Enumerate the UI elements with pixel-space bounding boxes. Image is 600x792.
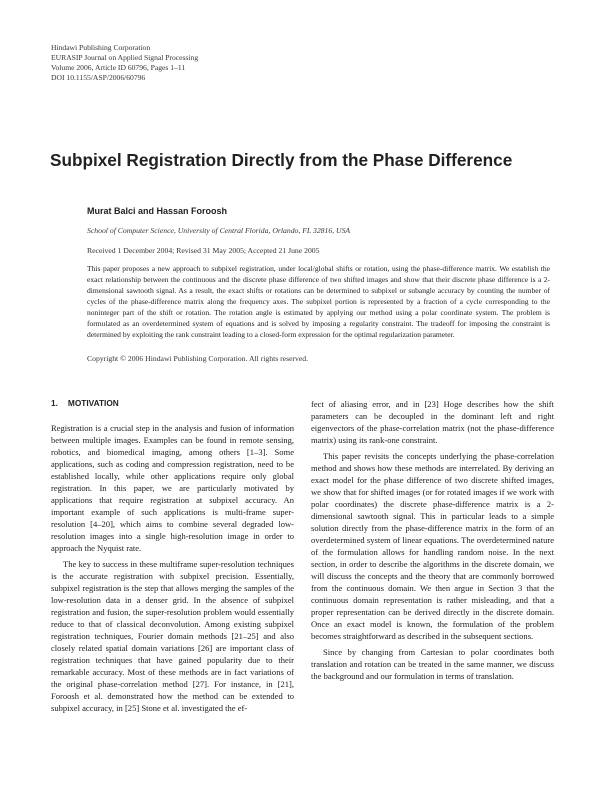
section-heading — [51, 398, 119, 408]
right-column — [311, 398, 554, 686]
paragraph: This paper revisits the concepts underlying the phase-correlation method and shows how these methods are interrelated. By deriving an exact model for the phase difference of two discrete shifted images, we show that for shifted images (or for rotated images if we work with polar coordinates) the discrete phase-difference matrix is a 2-dimensional sawtooth signal. This in particular leads to a simple solution directly from the phase-difference matrix in the form of an overdetermined system of linear equations. The overdetermined nature of the formulation allows for handling random noise. In the next section, in order to describe the algorithms in the discrete domain, we will discuss the concepts and the theory that are commonly borrowed from the continuous domain. We then argue in Section 3 that the continuous domain representation is rather misleading, and that a proper representation can be derived directly in the discrete domain. Once an exact model is known, the formulation of the problem becomes straightforward as described in the subsequent sections. — [311, 451, 554, 641]
left-column — [51, 422, 294, 718]
section-number: 1. — [51, 398, 58, 408]
paragraph: Since by changing from Cartesian to polar coordinates both translation and rotation can be treated in the same manner, we discuss the background and our formulation in terms of translation. — [311, 647, 554, 681]
received-dates: Received 1 December 2004; Revised 31 May 2005; Accepted 21 June 2005 — [87, 246, 320, 255]
affiliation: School of Computer Science, University of Central Florida, Orlando, FL 32816, USA — [87, 226, 351, 235]
paragraph: Registration is a crucial step in the analysis and fusion of information between multiple images. Examples can be found in remote sensing, robotics, and biomedical imaging, among others [1–3]. Some applications, such as coding and compression registration, need to be established locally, while other applications require only global registration. In this paper, we are particularly motivated by applications that require registration at subpixel accuracy. An important example of such applications is multi-frame super-resolution [4–20], which aims to combine several degraded low-resolution images into a single high-resolution image in order to approach the Nyquist rate. — [51, 423, 294, 553]
publisher-line: Hindawi Publishing Corporation — [51, 43, 151, 52]
authors: Murat Balci and Hassan Foroosh — [87, 206, 228, 216]
abstract: This paper proposes a new approach to subpixel registration, under local/global shifts or rotation, using the phase-difference matrix. We establish the exact relationship between the continuous and the discrete phase difference of two shifted images and show that their discrete phase difference is a 2-dimensional sawtooth signal. As a result, the exact shifts or rotations can be determined to subpixel or subangle accuracy by counting the number of cycles of the phase-difference matrix along the frequency axes. The subpixel portion is represented by a fraction of a cycle corresponding to the noninteger part of the shift or rotation. The rotation angle is estimated by applying our method using a polar coordinate system. The problem is formulated as an overdetermined system of equations and is solved by imposing a regularity constraint. The tradeoff for imposing the constraint is determined by exploiting the rank constraint leading to a closed-form expression for the optimal regularization parameter. — [87, 264, 550, 339]
paper-title: Subpixel Registration Directly from the Phase Difference — [50, 150, 513, 170]
volume-line: Volume 2006, Article ID 60796, Pages 1–11 — [51, 63, 186, 72]
doi-line: DOI 10.1155/ASP/2006/60796 — [51, 73, 146, 82]
copyright: Copyright © 2006 Hindawi Publishing Corporation. All rights reserved. — [87, 354, 309, 363]
journal-header — [51, 43, 198, 83]
paragraph: The key to success in these multiframe super-resolution techniques is the accurate registration with subpixel precision. Essentially, subpixel registration is the step that allows merging the samples of the low-resolution data in a denser grid. In the absence of subpixel registration and fusion, the super-resolution problem would essentially reduce to that of classical deconvolution. Among existing subpixel registration techniques, Fourier domain methods [21–25] and also closely related spatial domain variations [26] are important class of registration techniques that have gained popularity due to their remarkable accuracy. Most of these methods are in fact variations of the original phase-correlation method [27]. For instance, in [21], Foroosh et al. demonstrated how the method can be extended to subpixel accuracy, in [25] Stone et al. investigated the ef- — [51, 559, 294, 713]
section-title: MOTIVATION — [67, 398, 119, 408]
journal-line: EURASIP Journal on Applied Signal Processing — [51, 53, 199, 62]
paragraph: fect of aliasing error, and in [23] Hoge describes how the shift parameters can be decoupled in the dominant left and right eigenvectors of the phase-correlation matrix (not the phase-difference matrix) using its rank-one constraint. — [311, 399, 554, 445]
